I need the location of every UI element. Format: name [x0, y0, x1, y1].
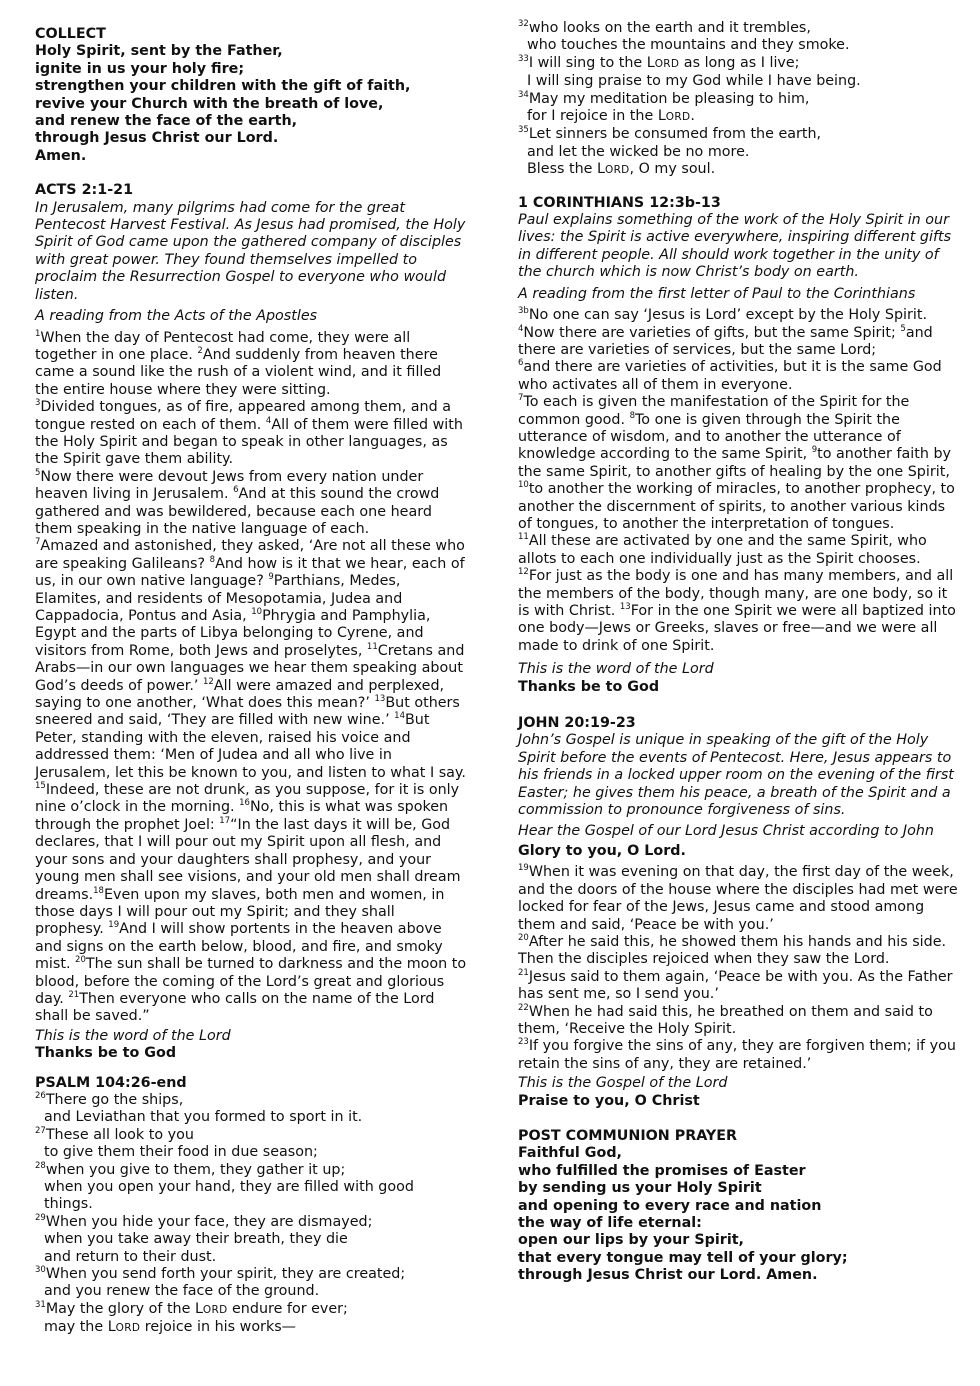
psalm-line	[518, 161, 958, 179]
verse-number: 11	[518, 532, 529, 543]
paragraph	[518, 568, 958, 655]
verse-text: when you give to them, they gather it up;	[45, 1161, 346, 1178]
collect-section	[35, 26, 467, 165]
verse-number: 10	[251, 607, 263, 618]
verse-text: for I rejoice in the LORD.	[527, 108, 695, 125]
psalm-line	[518, 20, 958, 37]
verse-number: 23	[518, 1037, 529, 1048]
reading-intro: In Jerusalem, many pilgrims had come for the great Pentecost Harvest Festival. As Jesus had promised, the Holy Spirit of God came upon the gathered company of disciples with great power. They found themselves impelled to proclaim the Resurrection Gospel to everyone who would listen.	[35, 199, 466, 303]
verse-text: when you take away their breath, they die	[44, 1231, 348, 1248]
prayer-line: Faithful God,	[518, 1145, 622, 1162]
reading-announcement: A reading from the first letter of Paul to the Corinthians	[518, 285, 916, 302]
prayer-line: by sending us your Holy Spirit	[518, 1180, 762, 1197]
verse-number: 6	[233, 485, 239, 496]
verse-text: Now there were devout Jews from every nation under heaven living in Jerusalem.	[35, 468, 424, 503]
paragraph	[518, 307, 958, 324]
verse-text: and you renew the face of the ground.	[44, 1283, 320, 1300]
verse-text: and there are varieties of services, but the same Lord;	[518, 324, 933, 358]
reading-text	[35, 330, 467, 1026]
verse-text: These all look to you	[45, 1126, 194, 1143]
verse-number: 34	[518, 89, 529, 100]
verse-number: 7	[35, 537, 41, 548]
verse-text: But others sneered and said, ‘They are filled with new wine.’	[35, 695, 460, 729]
paragraph	[518, 325, 958, 360]
verse-text: When it was evening on that day, the first day of the week, and the doors of the house where the disciples had met were locked for fear of the Jews, Jesus came and stood among them and said, ‘Peace be with you.’	[518, 864, 958, 933]
verse-number: 30	[35, 1265, 46, 1276]
verse-text: who looks on the earth and it trembles,	[528, 20, 811, 36]
prayer-line: the way of life eternal:	[518, 1215, 702, 1231]
verse-text: Now there are varieties of gifts, but the same Spirit;	[523, 324, 901, 341]
verse-text: And I will show portents in the heaven above and signs on the earth below, blood, and fire, and smoky mist.	[35, 921, 443, 973]
paragraph	[518, 1038, 958, 1073]
verse-number: 4	[265, 415, 272, 426]
verse-number: 26	[35, 1091, 46, 1102]
verse-text: “In the last days it will be, God declares, that I will pour out my Spirit upon all flesh, and your sons and your daughters shall prophesy, and your young men shall see visions, and your old men shall dream dreams.	[35, 816, 461, 903]
psalm-line	[35, 1266, 467, 1283]
section-heading: COLLECT	[35, 26, 106, 42]
verse-number: 18	[93, 885, 104, 896]
reading-intro: John’s Gospel is unique in speaking of the gift of the Holy Spirit before the events of Pentecost. Here, Jesus appears to his friends in a locked upper room on the evening of the first Easter; he gives them his peace, a breath of the Spirit and a commission to pronounce forgiveness of sins.	[518, 732, 954, 819]
psalm-line	[518, 55, 958, 73]
paragraph	[35, 538, 467, 1025]
verse-text: to another the working of miracles, to another prophecy, to another the discernment of spirits, to another various kinds of tongues, to another the interpretation of tongues.	[518, 481, 955, 532]
reading-closing: This is the Gospel of the Lord	[518, 1075, 728, 1092]
reading-text	[518, 864, 958, 1073]
verse-text: May my meditation be pleasing to him,	[528, 90, 810, 107]
reading-closing: This is the word of the Lord	[35, 1027, 231, 1044]
right-column	[518, 20, 958, 1302]
paragraph	[518, 864, 958, 934]
psalm-line	[35, 1301, 467, 1319]
verse-number: 14	[394, 711, 405, 722]
verse-number: 32	[518, 19, 529, 30]
verse-text: Divided tongues, as of fire, appeared among them, and a tongue rested on each of them.	[35, 399, 451, 433]
verse-text: If you forgive the sins of any, they are forgiven them; if you retain the sins of any, they are retained.’	[518, 1038, 956, 1072]
acts-section	[35, 182, 467, 1062]
verse-text: All of them were filled with the Holy Spirit and began to speak in other languages, as the Spirit gave them ability.	[35, 416, 463, 468]
divine-name: LORD	[194, 1300, 228, 1317]
verse-text: when you open your hand, they are filled with good things.	[44, 1179, 414, 1213]
verse-number: 21	[518, 967, 529, 978]
verse-text: and Leviathan that you formed to sport in it.	[44, 1109, 363, 1126]
verse-text: The sun shall be turned to darkness and the moon to blood, before the coming of the Lord’s great and glorious day.	[35, 956, 467, 1007]
verse-text: No one can say ‘Jesus is Lord’ except by the Holy Spirit.	[528, 307, 927, 324]
verse-number: 1	[35, 328, 41, 339]
reading-intro: Paul explains something of the work of the Holy Spirit in our lives: the Spirit is active everywhere, inspiring different gifts in different people. All should work together in the unity of the church which is now Christ’s body on earth.	[518, 212, 952, 281]
verse-text: Then everyone who calls on the name of the Lord shall be saved.”	[35, 990, 435, 1025]
paragraph	[35, 399, 467, 469]
verse-text: There go the ships,	[45, 1091, 184, 1108]
verse-number: 12	[203, 676, 214, 687]
psalm-line	[35, 1162, 467, 1179]
divine-name: LORD	[646, 54, 680, 71]
collect-prayer	[35, 43, 467, 165]
section-heading: PSALM 104:26-end	[35, 1074, 187, 1091]
psalm-line	[35, 1092, 467, 1109]
verse-text: Parthians, Medes, Elamites, and residents of Mesopotamia, Judea and Cappadocia, Pontus and Asia,	[35, 573, 403, 624]
verse-number: 27	[35, 1126, 46, 1137]
verse-number: 8	[209, 555, 216, 566]
verse-number: 8	[629, 410, 635, 421]
psalm-line	[35, 1214, 467, 1231]
verse-text: to give them their food in due season;	[44, 1144, 318, 1161]
reading-response: Praise to you, O Christ	[518, 1092, 700, 1109]
verse-text: When he had said this, he breathed on them and said to them, ‘Receive the Holy Spirit.	[518, 1003, 933, 1037]
psalm-line	[518, 144, 958, 161]
verse-number: 2	[197, 346, 203, 357]
verse-text: After he said this, he showed them his hands and his side. Then the disciples rejoiced when they saw the Lord.	[518, 933, 947, 968]
psalm-line	[35, 1249, 467, 1266]
prayer-line: ignite in us your holy fire;	[35, 60, 245, 77]
paragraph	[518, 969, 958, 1004]
verse-text: To one is given through the Spirit the utterance of wisdom, and to another the utterance of knowledge according to the same Spirit,	[518, 411, 901, 463]
left-column	[35, 26, 467, 1355]
verse-text: Let sinners be consumed from the earth,	[528, 126, 822, 143]
verse-number: 10	[518, 480, 529, 491]
psalm-line	[35, 1109, 467, 1126]
reading-text	[518, 307, 958, 655]
verse-number: 22	[518, 1002, 529, 1013]
psalm-line	[518, 126, 958, 143]
verse-text: And suddenly from heaven there came a sound like the rush of a violent wind, and it filled the entire house where they were sitting.	[35, 346, 442, 398]
verse-text: to another faith by the same Spirit, to another gifts of healing by the one Spirit,	[518, 446, 951, 480]
verse-text: Bless the LORD, O my soul.	[527, 161, 716, 178]
verse-number: 35	[518, 125, 529, 136]
reading-response: Thanks be to God	[518, 678, 660, 695]
verse-text: For just as the body is one and has many members, and all the members of the body, though many, are one body, so it is with Christ.	[518, 568, 954, 619]
prayer-line: open our lips by your Spirit,	[518, 1232, 744, 1249]
verse-number: 31	[35, 1300, 46, 1311]
post-communion-section	[518, 1128, 958, 1285]
verse-number: 9	[268, 572, 274, 583]
verse-number: 19	[108, 920, 120, 931]
verse-number: 20	[518, 933, 529, 944]
verse-text: May the glory of the LORD endure for ever;	[45, 1300, 348, 1317]
divine-name: LORD	[597, 161, 630, 178]
verse-text: When the day of Pentecost had come, they were all together in one place.	[35, 329, 411, 363]
verse-text: and return to their dust.	[44, 1248, 217, 1265]
section-heading: POST COMMUNION PRAYER	[518, 1127, 738, 1144]
verse-text: Indeed, these are not drunk, as you suppose, for it is only nine o’clock in the morning.	[35, 782, 460, 816]
paragraph	[518, 1004, 958, 1039]
verse-text: I will sing praise to my God while I have being.	[527, 73, 861, 90]
reading-announcement: A reading from the Acts of the Apostles	[35, 308, 318, 325]
psalm-line	[518, 73, 958, 90]
verse-number: 17	[219, 816, 231, 827]
verse-text: No, this is what was spoken through the prophet Joel:	[35, 799, 449, 833]
verse-number: 33	[518, 54, 529, 65]
paragraph	[35, 330, 467, 400]
verse-text: Cretans and Arabs—in our own languages we hear them speaking about God’s deeds of power.’	[35, 642, 465, 694]
verse-text: When you send forth your spirit, they are created;	[45, 1266, 406, 1283]
verse-number: 3	[35, 398, 41, 409]
verse-text: may the LORD rejoice in his works—	[44, 1319, 296, 1336]
reading-closing: This is the word of the Lord	[518, 661, 714, 678]
corinthians-section	[518, 195, 958, 696]
verse-text: Even upon my slaves, both men and women, in those days I will pour out my Spirit; and they shall prophesy.	[35, 886, 445, 938]
psalm-section	[35, 1075, 467, 1338]
psalm-line	[35, 1144, 467, 1161]
verse-text: All these are activated by one and the same Spirit, who allots to each one individually just as the Spirit chooses.	[518, 533, 927, 567]
prayer-line: strengthen your children with the gift of faith,	[35, 78, 411, 95]
verse-number: 12	[518, 567, 529, 578]
john-section	[518, 715, 958, 1110]
verse-number: 15	[35, 781, 46, 792]
psalm-line	[518, 108, 958, 126]
psalm-line	[35, 1179, 467, 1214]
psalm-continued	[518, 20, 958, 180]
prayer-line: and renew the face of the earth,	[35, 113, 298, 130]
paragraph	[518, 394, 958, 533]
verse-number: 29	[35, 1213, 46, 1224]
psalm-line	[35, 1127, 467, 1144]
psalm-line	[35, 1231, 467, 1248]
reading-response: Thanks be to God	[35, 1045, 177, 1062]
verse-number: 13	[619, 602, 631, 613]
verse-number: 7	[518, 393, 524, 404]
verse-text: All were amazed and perplexed, saying to one another, ‘What does this mean?’	[35, 677, 445, 712]
prayer-line: through Jesus Christ our Lord. Amen.	[518, 1267, 818, 1284]
psalm-line	[518, 37, 958, 54]
verse-text: And how is it that we hear, each of us, in our own native language?	[35, 555, 465, 590]
divine-name: LORD	[657, 108, 691, 125]
post-communion-prayer	[518, 1145, 958, 1284]
verse-number: 20	[75, 955, 86, 966]
divine-name: LORD	[107, 1319, 141, 1336]
paragraph	[518, 934, 958, 969]
prayer-line: through Jesus Christ our Lord.	[35, 130, 279, 147]
verse-text: Jesus said to them again, ‘Peace be with you. As the Father has sent me, so I send you.’	[518, 968, 953, 1003]
prayer-line: and opening to every race and nation	[518, 1197, 822, 1214]
verse-number: 28	[35, 1160, 46, 1171]
psalm-line	[35, 1283, 467, 1300]
verse-number: 6	[518, 358, 524, 369]
announcement-response: Glory to you, O Lord.	[518, 842, 686, 859]
section-heading: ACTS 2:1-21	[35, 182, 134, 199]
verse-number: 5	[900, 323, 906, 334]
paragraph	[35, 469, 467, 539]
psalm-line	[35, 1319, 467, 1337]
reading-announcement: Hear the Gospel of our Lord Jesus Christ according to John	[518, 823, 934, 840]
verse-text: To each is given the manifestation of the Spirit for the common good.	[518, 394, 910, 428]
verse-number: 19	[518, 863, 529, 874]
verse-number: 11	[366, 642, 378, 653]
paragraph	[518, 359, 958, 394]
verse-number: 21	[68, 990, 80, 1001]
verse-number: 13	[374, 694, 386, 705]
verse-text: For in the one Spirit we were all baptized into one body—Jews or Greeks, slaves or free—and we were all made to drink of one Spirit.	[518, 603, 956, 654]
verse-text: But Peter, standing with the eleven, raised his voice and addressed them: ‘Men of Judea and all who live in Jerusalem, let this be known to you, and listen to what I say.	[35, 712, 466, 781]
verse-number: 9	[811, 445, 818, 456]
verse-text: And at this sound the crowd gathered and was bewildered, because each one heard them speaking in the native language of each.	[35, 486, 440, 537]
paragraph	[518, 533, 958, 568]
verse-number: 4	[518, 323, 524, 334]
section-heading: 1 CORINTHIANS 12:3b-13	[518, 194, 721, 211]
verse-text: Phrygia and Pamphylia, Egypt and the parts of Libya belonging to Cyrene, and visitors from Rome, both Jews and proselytes,	[35, 608, 431, 659]
prayer-line: Holy Spirit, sent by the Father,	[35, 43, 283, 60]
verse-text: When you hide your face, they are dismayed;	[45, 1213, 373, 1230]
verse-text: who touches the mountains and they smoke.	[527, 37, 850, 54]
psalm-line	[518, 91, 958, 108]
prayer-line: revive your Church with the breath of love,	[35, 95, 384, 112]
verse-number: 3b	[518, 306, 529, 317]
prayer-line: who fulfilled the promises of Easter	[518, 1162, 806, 1179]
verse-number: 16	[239, 798, 250, 809]
verse-text: and there are varieties of activities, but it is the same God who activates all of them in everyone.	[518, 359, 942, 393]
verse-text: Amazed and astonished, they asked, ‘Are not all these who are speaking Galileans?	[35, 538, 465, 572]
prayer-line: Amen.	[35, 147, 87, 164]
verse-text: I will sing to the LORD as long as I live;	[528, 54, 800, 71]
psalm-text	[35, 1092, 467, 1338]
verse-text: and let the wicked be no more.	[527, 143, 750, 160]
prayer-line: that every tongue may tell of your glory;	[518, 1249, 848, 1266]
section-heading: JOHN 20:19-23	[518, 715, 636, 732]
verse-number: 5	[35, 467, 41, 478]
